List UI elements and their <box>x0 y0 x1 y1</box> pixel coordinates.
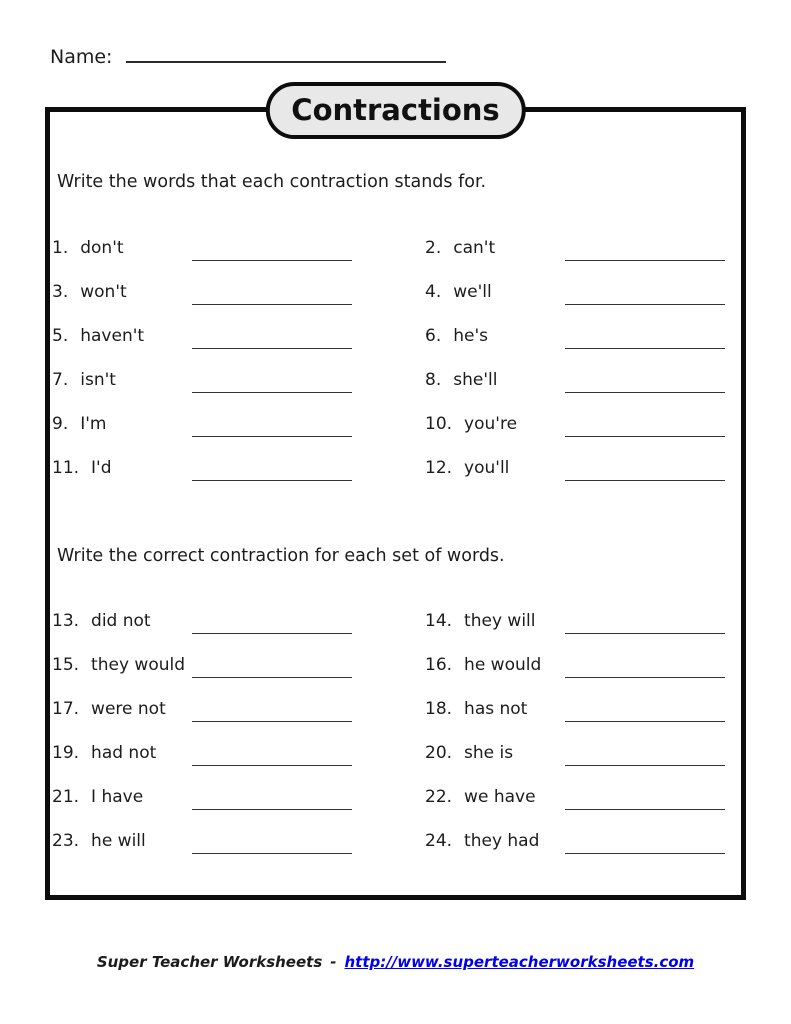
answer-blank <box>565 609 725 634</box>
item-label <box>52 655 192 675</box>
worksheet-item <box>425 731 741 775</box>
answer-blank <box>192 412 352 437</box>
item-label <box>52 282 192 302</box>
item-number: 10. <box>425 414 453 434</box>
worksheet-item <box>425 643 741 687</box>
section-2-items <box>50 599 741 863</box>
answer-blank <box>192 829 352 854</box>
item-label <box>52 458 192 478</box>
answer-blank <box>565 697 725 722</box>
worksheet-item <box>425 402 741 446</box>
item-word: I'm <box>80 414 107 434</box>
item-number: 22. <box>425 787 453 807</box>
worksheet-item <box>50 819 425 863</box>
item-number: 14. <box>425 611 453 631</box>
item-number: 18. <box>425 699 453 719</box>
item-label <box>52 326 192 346</box>
worksheet-item <box>425 819 741 863</box>
answer-blank <box>192 741 352 766</box>
footer-site-name: Super Teacher Worksheets <box>96 953 323 971</box>
item-word: won't <box>80 282 127 302</box>
item-number: 19. <box>52 743 80 763</box>
worksheet-item <box>425 599 741 643</box>
item-label <box>425 699 565 719</box>
item-label <box>425 787 565 807</box>
item-word: haven't <box>80 326 145 346</box>
item-label <box>52 238 192 258</box>
worksheet-item <box>425 314 741 358</box>
answer-blank <box>565 280 725 305</box>
answer-blank <box>192 280 352 305</box>
item-word: were not <box>91 699 166 719</box>
item-label <box>425 458 565 478</box>
item-label <box>425 831 565 851</box>
worksheet-item <box>425 226 741 270</box>
worksheet-item <box>50 446 425 490</box>
worksheet-item <box>425 775 741 819</box>
item-label <box>425 282 565 302</box>
item-number: 4. <box>425 282 442 302</box>
item-number: 15. <box>52 655 80 675</box>
item-number: 12. <box>425 458 453 478</box>
item-number: 3. <box>52 282 69 302</box>
answer-blank <box>192 236 352 261</box>
worksheet-item <box>50 358 425 402</box>
answer-blank <box>565 456 725 481</box>
answer-blank <box>192 697 352 722</box>
answer-blank <box>192 368 352 393</box>
item-word: she is <box>464 743 514 763</box>
worksheet-item <box>50 402 425 446</box>
worksheet-title-badge <box>265 82 525 139</box>
worksheet-item <box>50 731 425 775</box>
item-label <box>425 326 565 346</box>
item-number: 21. <box>52 787 80 807</box>
name-blank-line <box>126 44 446 63</box>
item-label <box>425 743 565 763</box>
item-word: she'll <box>453 370 498 390</box>
answer-blank <box>192 609 352 634</box>
section-1-items <box>50 226 741 490</box>
item-label <box>52 370 192 390</box>
item-number: 2. <box>425 238 442 258</box>
item-word: isn't <box>80 370 116 390</box>
worksheet-item <box>50 270 425 314</box>
item-word: he's <box>453 326 488 346</box>
worksheet-item <box>425 358 741 402</box>
footer-separator: - <box>330 953 337 971</box>
answer-blank <box>565 785 725 810</box>
item-label <box>52 611 192 631</box>
item-number: 9. <box>52 414 69 434</box>
item-number: 13. <box>52 611 80 631</box>
item-word: you'll <box>464 458 510 478</box>
item-word: did not <box>91 611 151 631</box>
item-label <box>425 370 565 390</box>
answer-blank <box>565 324 725 349</box>
name-label: Name: <box>50 46 113 68</box>
answer-blank <box>192 324 352 349</box>
worksheet-item <box>50 314 425 358</box>
item-number: 7. <box>52 370 69 390</box>
item-label <box>425 611 565 631</box>
section-2-instruction: Write the correct contraction for each set of words. <box>57 546 505 566</box>
answer-blank <box>565 653 725 678</box>
item-word: had not <box>91 743 157 763</box>
item-number: 17. <box>52 699 80 719</box>
section-1-instruction: Write the words that each contraction stands for. <box>57 172 487 192</box>
answer-blank <box>565 412 725 437</box>
item-label <box>52 743 192 763</box>
item-number: 6. <box>425 326 442 346</box>
worksheet-item <box>50 775 425 819</box>
answer-blank <box>565 368 725 393</box>
item-number: 20. <box>425 743 453 763</box>
worksheet-item <box>50 226 425 270</box>
worksheet-body <box>45 93 746 900</box>
item-label <box>52 831 192 851</box>
item-number: 11. <box>52 458 80 478</box>
answer-blank <box>565 236 725 261</box>
answer-blank <box>192 653 352 678</box>
worksheet-item <box>425 270 741 314</box>
item-number: 5. <box>52 326 69 346</box>
item-number: 16. <box>425 655 453 675</box>
answer-blank <box>192 785 352 810</box>
item-word: he will <box>91 831 146 851</box>
item-word: has not <box>464 699 528 719</box>
item-word: they would <box>91 655 186 675</box>
worksheet-item <box>50 599 425 643</box>
item-number: 23. <box>52 831 80 851</box>
footer-link[interactable]: http://www.superteacherworksheets.com <box>344 953 695 971</box>
item-word: can't <box>453 238 496 258</box>
answer-blank <box>565 741 725 766</box>
answer-blank <box>192 456 352 481</box>
item-label <box>425 414 565 434</box>
item-number: 1. <box>52 238 69 258</box>
item-word: don't <box>80 238 124 258</box>
item-word: he would <box>464 655 542 675</box>
item-label <box>425 238 565 258</box>
worksheet-item <box>50 643 425 687</box>
item-word: they had <box>464 831 540 851</box>
item-word: we'll <box>453 282 492 302</box>
item-word: you're <box>464 414 518 434</box>
page-title: Contractions <box>291 93 500 127</box>
item-word: they will <box>464 611 536 631</box>
item-word: we have <box>464 787 536 807</box>
item-label <box>52 787 192 807</box>
item-number: 8. <box>425 370 442 390</box>
worksheet-item <box>50 687 425 731</box>
item-number: 24. <box>425 831 453 851</box>
item-label <box>52 414 192 434</box>
worksheet-item <box>425 446 741 490</box>
item-word: I have <box>91 787 144 807</box>
footer <box>0 953 791 971</box>
answer-blank <box>565 829 725 854</box>
item-label <box>425 655 565 675</box>
name-row <box>50 44 446 68</box>
worksheet-item <box>425 687 741 731</box>
item-word: I'd <box>91 458 112 478</box>
item-label <box>52 699 192 719</box>
